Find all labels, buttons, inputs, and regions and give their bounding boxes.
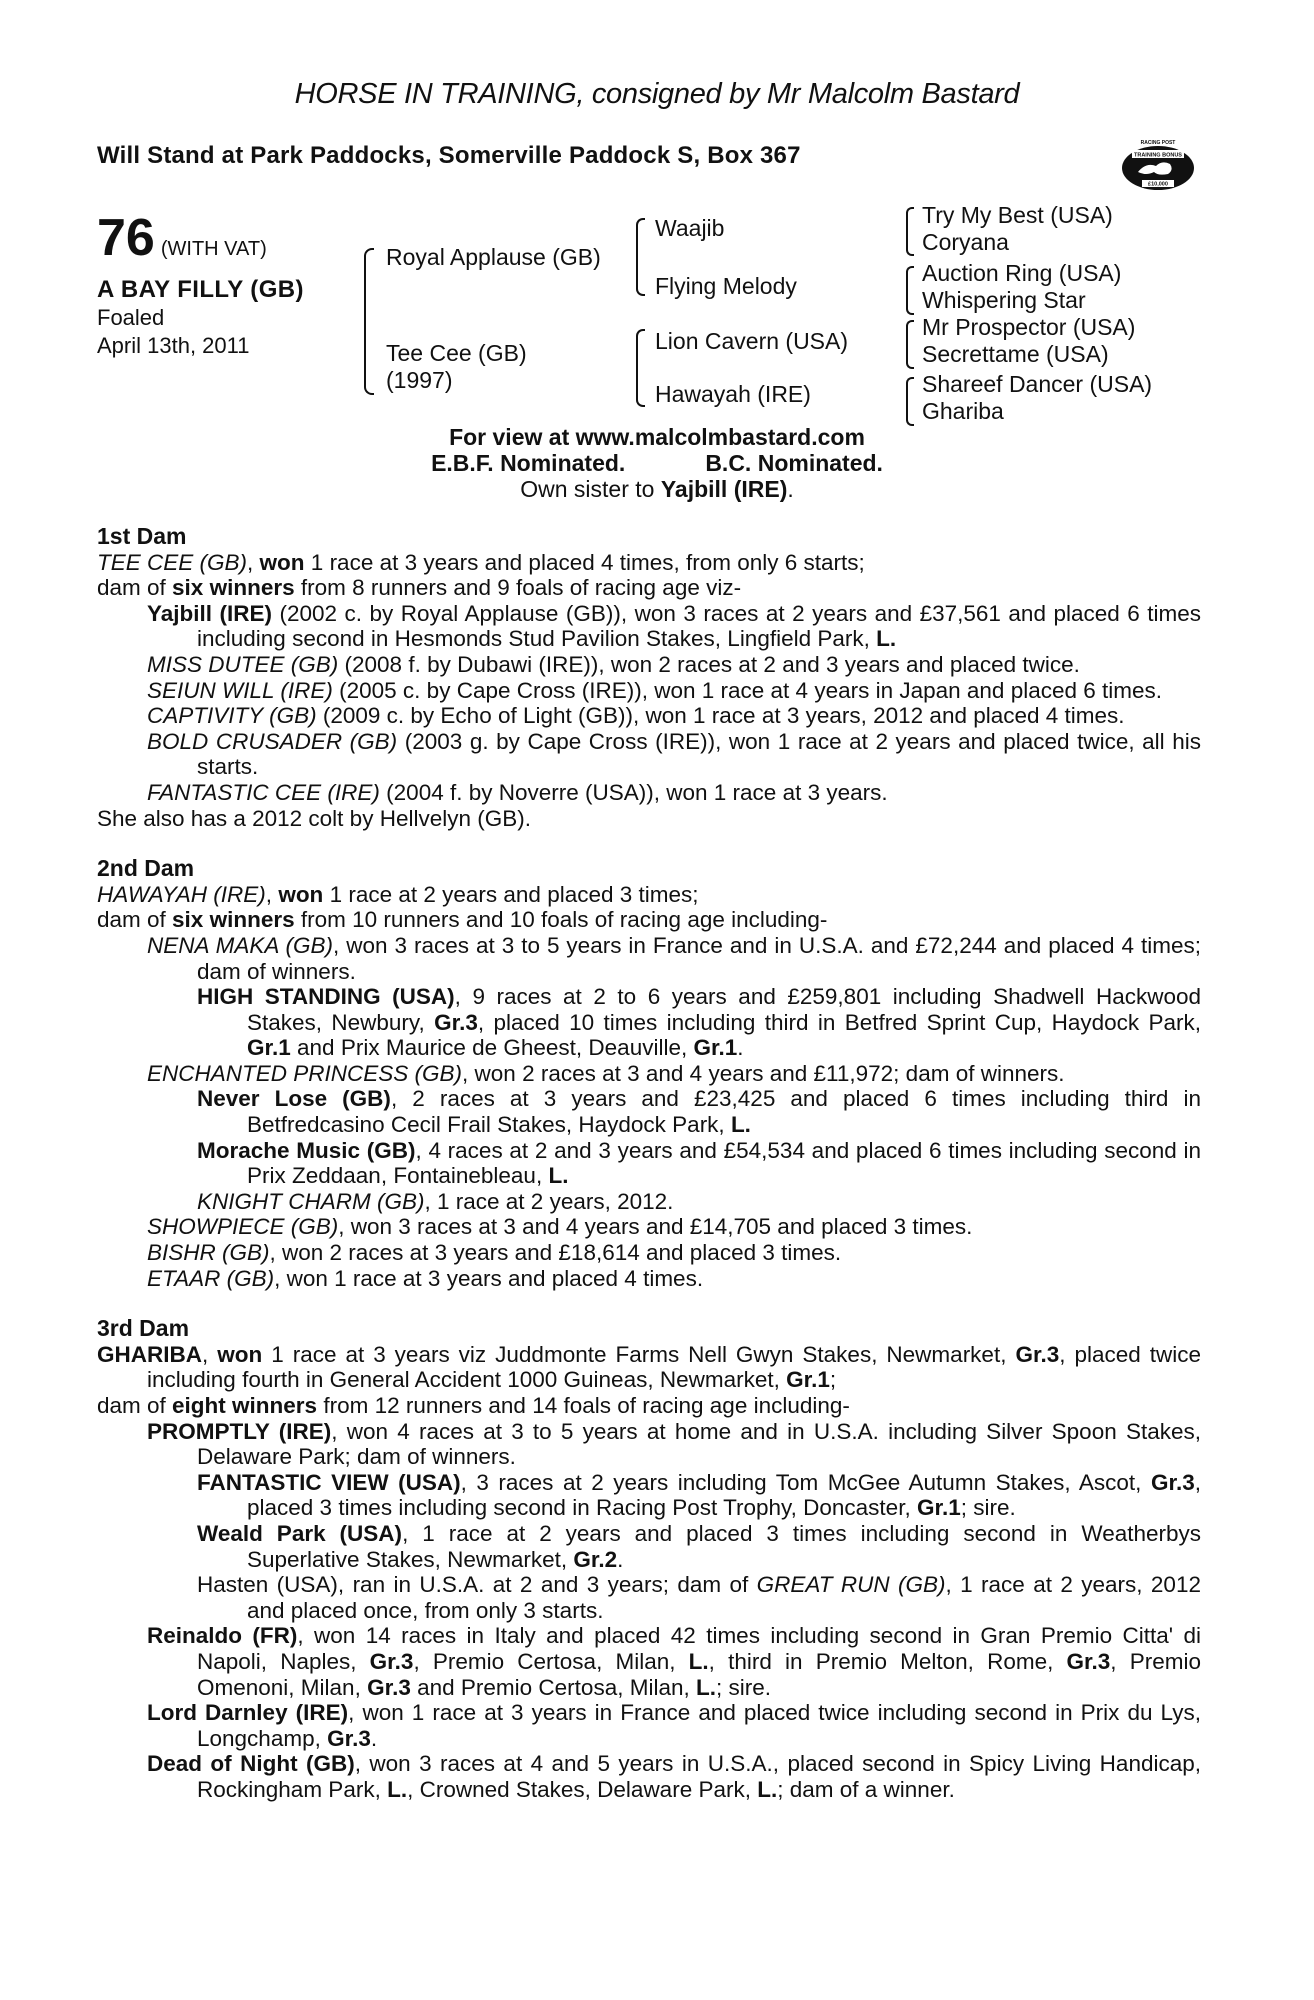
svg-text:£10,000: £10,000 xyxy=(1148,181,1168,188)
pedigree-dsd: Secrettame (USA) xyxy=(922,341,1109,367)
lot-info xyxy=(97,276,304,360)
nominations xyxy=(0,450,1314,477)
produce-seiun-will: SEIUN WILL (IRE) (2005 c. by Cape Cross (IRE)), won 1 race at 4 years in Japan and placed 6 times. xyxy=(147,677,1163,703)
pedigree-sds: Auction Ring (USA) xyxy=(922,260,1122,286)
produce-high-standing: HIGH STANDING (USA), 9 races at 2 to 6 years and £259,801 including Shadwell Hackwood Stakes, Newbury, Gr.3, placed 10 times including third in Betfred Sprint Cup, Haydock Park, Gr.1 and Prix Maurice de Gheest, Deauville, Gr.1. xyxy=(197,984,1202,1061)
view-link-text: For view at www.malcolmbastard.com xyxy=(449,424,865,450)
second-dam-line: HAWAYAH (IRE), won 1 race at 2 years and placed 3 times; xyxy=(97,881,699,907)
lot-number xyxy=(97,208,267,268)
produce-captivity: CAPTIVITY (GB) (2009 c. by Echo of Light (GB)), won 1 race at 3 years, 2012 and placed 4 times. xyxy=(147,703,1125,729)
second-dam-heading: 2nd Dam xyxy=(97,855,195,882)
pedigree-sss: Try My Best (USA) xyxy=(922,202,1113,228)
pedigree-dam-year: (1997) xyxy=(386,367,453,393)
produce-knight-charm: KNIGHT CHARM (GB), 1 race at 2 years, 2012. xyxy=(197,1188,674,1214)
first-dam-heading: 1st Dam xyxy=(97,523,187,549)
pedigree-brace-dam xyxy=(636,329,645,407)
lot-number-value: 76 xyxy=(97,209,155,267)
produce-never-lose: Never Lose (GB), 2 races at 3 years and £23,425 and placed 6 times including third in Betfredcasino Cecil Frail Stakes, Haydock Park, L. xyxy=(197,1086,1201,1138)
pedigree-dss: Mr Prospector (USA) xyxy=(922,314,1136,340)
produce-bishr: BISHR (GB), won 2 races at 3 years and £18,614 and placed 3 times. xyxy=(147,1240,842,1266)
training-bonus-logo xyxy=(1118,130,1198,202)
produce-bold-crusader: BOLD CRUSADER (GB) (2003 g. by Cape Cross (IRE)), won 1 race at 2 years and placed twice, all his starts. xyxy=(147,728,1201,780)
foaled-label: Foaled xyxy=(97,305,165,330)
produce-showpiece: SHOWPIECE (GB), won 3 races at 3 and 4 years and £14,705 and placed 3 times. xyxy=(147,1214,973,1240)
second-dam-produce-summary: dam of six winners from 10 runners and 10 foals of racing age including- xyxy=(97,907,828,933)
third-dam-heading: 3rd Dam xyxy=(97,1315,190,1342)
pedigree-brace-sire xyxy=(636,218,645,296)
svg-text:RACING POST: RACING POST xyxy=(1140,140,1176,146)
stand-location: Will Stand at Park Paddocks, Somerville Paddock S, Box 367 xyxy=(97,142,801,169)
ebf-nominated: E.B.F. Nominated. xyxy=(431,450,626,476)
produce-morache-music: Morache Music (GB), 4 races at 2 and 3 years and £54,534 and placed 6 times including second in Prix Zeddaan, Fontainebleau, L. xyxy=(197,1137,1201,1189)
pedigree-brace-ss xyxy=(906,207,914,256)
vat-label: (WITH VAT) xyxy=(160,238,267,260)
produce-2012-colt: She also has a 2012 colt by Hellvelyn (GB). xyxy=(97,805,531,831)
produce-yajbill: Yajbill (IRE) (2002 c. by Royal Applause (GB)), won 3 races at 2 years and £37,561 and placed 6 times including second in Hesmonds Stud Pavilion Stakes, Lingfield Park, L. xyxy=(147,600,1201,652)
third-dam-line: GHARIBA, won 1 race at 3 years viz Juddmonte Farms Nell Gwyn Stakes, Newmarket, Gr.3, placed twice including fourth in General Accident 1000 Guineas, Newmarket, Gr.1; xyxy=(97,1341,1201,1393)
pedigree-ssd: Coryana xyxy=(922,229,1009,255)
consignor-line: HORSE IN TRAINING, consigned by Mr Malcolm Bastard xyxy=(294,78,1020,110)
pedigree-dam-sire: Lion Cavern (USA) xyxy=(655,328,849,354)
pedigree-dam: Tee Cee (GB) xyxy=(386,340,527,366)
pedigree-ddd: Ghariba xyxy=(922,398,1004,424)
produce-reinaldo: Reinaldo (FR), won 14 races in Italy and placed 42 times including second in Gran Premio Citta' di Napoli, Naples, Gr.3, Premio Certosa, Milan, L., third in Premio Melton, Rome, Gr.3, Premio Omenoni, Milan, Gr.3 and Premio Certosa, Milan, L.; sire. xyxy=(147,1623,1201,1700)
produce-weald-park: Weald Park (USA), 1 race at 2 years and placed 3 times including second in Weatherbys Superlative Stakes, Newmarket, Gr.2. xyxy=(197,1520,1202,1572)
pedigree-brace-ds xyxy=(906,320,914,369)
pedigree-brace-main xyxy=(364,248,374,395)
pedigree-sire: Royal Applause (GB) xyxy=(386,244,601,270)
first-dam-line: TEE CEE (GB), won 1 race at 3 years and placed 4 times, from only 6 starts; xyxy=(97,549,865,575)
pedigree-dam-dam: Hawayah (IRE) xyxy=(655,381,811,407)
dam-details xyxy=(97,524,1201,1803)
third-dam-produce-summary: dam of eight winners from 12 runners and 14 foals of racing age including- xyxy=(97,1393,850,1418)
produce-promptly: PROMPTLY (IRE), won 4 races at 3 to 5 years at home and in U.S.A. including Silver Spoon Stakes, Delaware Park; dam of winners. xyxy=(147,1418,1201,1470)
svg-text:TRAINING BONUS: TRAINING BONUS xyxy=(1134,152,1182,159)
foaled-date: April 13th, 2011 xyxy=(97,333,250,358)
pedigree-sire-sire: Waajib xyxy=(655,215,725,241)
horse-description: A BAY FILLY (GB) xyxy=(97,276,304,303)
produce-nena-maka: NENA MAKA (GB), won 3 races at 3 to 5 years in France and in U.S.A. and £72,244 and placed 4 times; dam of winners. xyxy=(147,932,1201,984)
produce-lord-darnley: Lord Darnley (IRE), won 1 race at 3 years in France and placed twice including second in Prix du Lys, Longchamp, Gr.3. xyxy=(147,1700,1201,1751)
pedigree-dds: Shareef Dancer (USA) xyxy=(922,371,1153,397)
pedigree-brace-sd xyxy=(906,266,914,315)
pedigree-sdd: Whispering Star xyxy=(922,287,1086,313)
produce-enchanted-princess: ENCHANTED PRINCESS (GB), won 2 races at 3 and 4 years and £11,972; dam of winners. xyxy=(147,1060,1065,1086)
produce-miss-dutee: MISS DUTEE (GB) (2008 f. by Dubawi (IRE)), won 2 races at 2 and 3 years and placed twice. xyxy=(147,651,1080,677)
own-sister-note: Own sister to Yajbill (IRE). xyxy=(520,476,794,502)
produce-etaar: ETAAR (GB), won 1 race at 3 years and placed 4 times. xyxy=(147,1265,704,1291)
produce-hasten: Hasten (USA), ran in U.S.A. at 2 and 3 years; dam of GREAT RUN (GB), 1 race at 2 years, 2012 and placed once, from only 3 starts. xyxy=(197,1572,1201,1623)
bc-nominated: B.C. Nominated. xyxy=(705,450,883,476)
produce-dead-of-night: Dead of Night (GB), won 3 races at 4 and 5 years in U.S.A., placed second in Spicy Living Handicap, Rockingham Park, L., Crowned Stakes, Delaware Park, L.; dam of a winner. xyxy=(147,1751,1202,1802)
produce-fantastic-cee: FANTASTIC CEE (IRE) (2004 f. by Noverre (USA)), won 1 race at 3 years. xyxy=(147,779,888,805)
pedigree-sire-dam: Flying Melody xyxy=(655,273,797,299)
produce-fantastic-view: FANTASTIC VIEW (USA), 3 races at 2 years including Tom McGee Autumn Stakes, Ascot, Gr.3, placed 3 times including second in Racing Post Trophy, Doncaster, Gr.1; sire. xyxy=(197,1469,1201,1521)
first-dam-produce-summary: dam of six winners from 8 runners and 9 foals of racing age viz- xyxy=(97,575,742,601)
pedigree-brace-dd xyxy=(906,377,914,426)
